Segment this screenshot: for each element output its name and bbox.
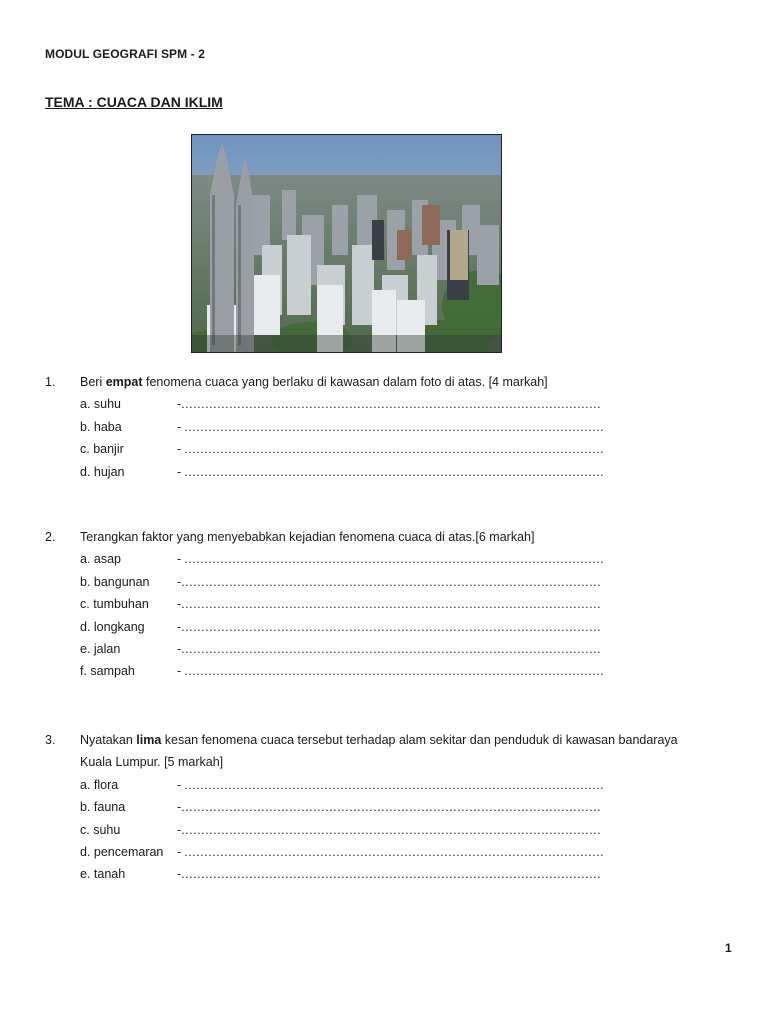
option-label: e. jalan bbox=[80, 641, 121, 656]
answer-blank[interactable]: -…………………………………………………………………………………………… bbox=[177, 574, 601, 589]
answer-blank[interactable]: -…………………………………………………………………………………………… bbox=[177, 597, 601, 612]
option-label: b. bangunan bbox=[80, 574, 150, 589]
option-label: c. suhu bbox=[80, 822, 121, 837]
answer-blank[interactable]: -…………………………………………………………………………………………… bbox=[177, 641, 601, 656]
option-label: a. suhu bbox=[80, 397, 122, 412]
answer-line bbox=[45, 571, 735, 593]
answer-line bbox=[45, 438, 735, 460]
answer-blank[interactable]: - …………………………………………………………………………………………… bbox=[177, 844, 604, 859]
answer-blank[interactable]: - …………………………………………………………………………………………… bbox=[177, 664, 604, 679]
answer-line bbox=[45, 796, 735, 818]
answer-blank[interactable]: - …………………………………………………………………………………………… bbox=[177, 442, 604, 457]
answer-blank[interactable]: -…………………………………………………………………………………………… bbox=[177, 867, 601, 882]
option-label: a. asap bbox=[80, 552, 122, 567]
answer-blank[interactable]: - …………………………………………………………………………………………… bbox=[177, 552, 604, 567]
question-text: Beri empat fenomena cuaca yang berlaku di kawasan dalam foto di atas. [4 markah] bbox=[80, 375, 548, 389]
question-3 bbox=[45, 729, 735, 886]
question-text: Nyatakan lima kesan fenomena cuaca tersebut terhadap alam sekitar dan penduduk di kawasan bandaraya bbox=[80, 733, 678, 747]
option-label: a. flora bbox=[80, 777, 119, 792]
module-header: MODUL GEOGRAFI SPM - 2 bbox=[45, 47, 205, 61]
answer-line bbox=[45, 660, 735, 682]
question-text-continuation: Kuala Lumpur. [5 markah] bbox=[80, 755, 224, 770]
answer-line bbox=[45, 461, 735, 483]
question-text: Terangkan faktor yang menyebabkan kejadian fenomena cuaca di atas.[6 markah] bbox=[80, 530, 535, 544]
answer-line bbox=[45, 774, 735, 796]
option-label: f. sampah bbox=[80, 664, 135, 679]
answer-line bbox=[45, 863, 735, 885]
question-2 bbox=[45, 526, 735, 683]
answer-line bbox=[45, 593, 735, 615]
question-number: 3. bbox=[45, 733, 56, 747]
answer-line bbox=[45, 638, 735, 660]
question-number: 1. bbox=[45, 375, 56, 389]
option-label: b. fauna bbox=[80, 800, 126, 815]
city-photo bbox=[191, 134, 502, 353]
option-label: b. haba bbox=[80, 419, 122, 434]
page-number: 1 bbox=[725, 941, 732, 955]
answer-line bbox=[45, 819, 735, 841]
option-label: e. tanah bbox=[80, 867, 126, 882]
answer-line bbox=[45, 393, 735, 415]
option-label: d. hujan bbox=[80, 464, 125, 479]
theme-title: TEMA : CUACA DAN IKLIM bbox=[45, 94, 223, 110]
answer-blank[interactable]: -…………………………………………………………………………………………… bbox=[177, 800, 601, 815]
answer-blank[interactable]: - …………………………………………………………………………………………… bbox=[177, 419, 604, 434]
answer-blank[interactable]: -…………………………………………………………………………………………… bbox=[177, 822, 601, 837]
option-label: d. longkang bbox=[80, 619, 145, 634]
answer-blank[interactable]: -…………………………………………………………………………………………… bbox=[177, 619, 601, 634]
answer-line bbox=[45, 416, 735, 438]
answer-blank[interactable]: - …………………………………………………………………………………………… bbox=[177, 464, 604, 479]
answer-blank[interactable]: -…………………………………………………………………………………………… bbox=[177, 397, 601, 412]
answer-line bbox=[45, 548, 735, 570]
answer-blank[interactable]: - …………………………………………………………………………………………… bbox=[177, 777, 604, 792]
question-1 bbox=[45, 371, 735, 483]
option-label: c. tumbuhan bbox=[80, 597, 149, 612]
option-label: c. banjir bbox=[80, 442, 124, 457]
answer-line bbox=[45, 841, 735, 863]
option-label: d. pencemaran bbox=[80, 844, 164, 859]
answer-line bbox=[45, 616, 735, 638]
question-number: 2. bbox=[45, 530, 56, 544]
